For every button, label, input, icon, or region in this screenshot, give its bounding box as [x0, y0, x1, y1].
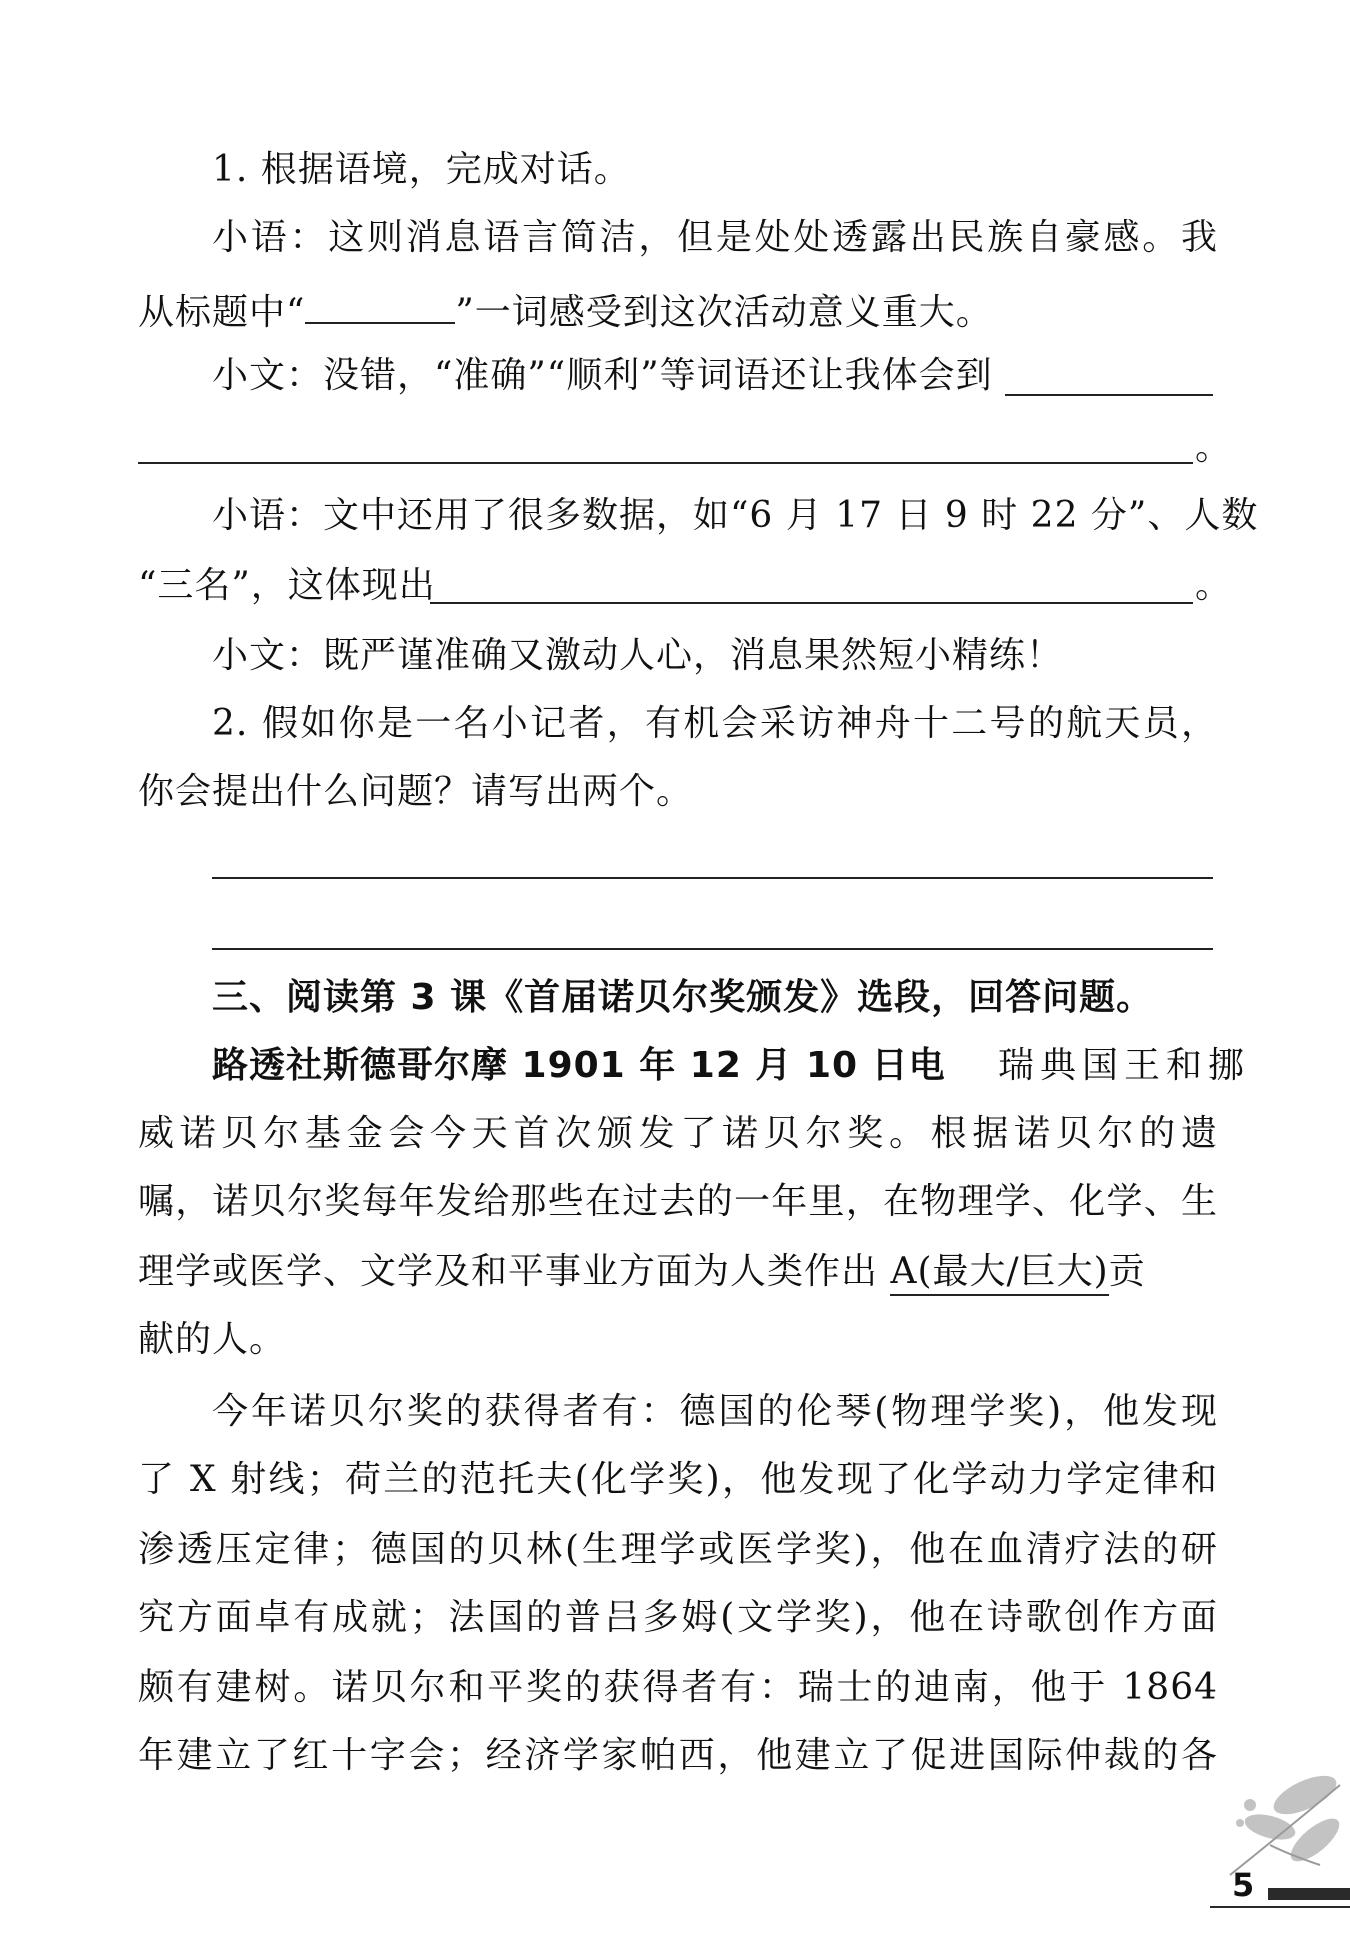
question-answer-blank-2[interactable] [212, 946, 1213, 950]
p1-line4-post: 贡 [1108, 1251, 1146, 1292]
q1-line6-end: 。 [1195, 565, 1233, 606]
feel-blank-part1[interactable] [1005, 392, 1213, 396]
section3-p2-line3: 渗透压定律；德国的贝林(生理学或医学奖)，他在血清疗法的研 [138, 1529, 1218, 1570]
embody-blank[interactable] [430, 600, 1193, 604]
q1-line7: 小文：既严谨准确又激动人心，消息果然短小精练！ [212, 635, 1064, 676]
section3-heading: 三、阅读第 3 课《首届诺贝尔奖颁发》选段，回答问题。 [212, 977, 1154, 1018]
q2-line1: 2. 假如你是一名小记者，有机会采访神舟十二号的航天员， [212, 703, 1218, 744]
page-number-bar [1268, 1888, 1350, 1900]
q1-line2-pre: 从标题中“ [138, 292, 306, 333]
q2-line2: 你会提出什么问题？请写出两个。 [138, 771, 694, 812]
leaf-decoration-icon [1210, 1765, 1350, 1885]
section3-p1-line4 [138, 1250, 1218, 1294]
section3-p2-line5: 颇有建树。诺贝尔和平奖的获得者有：瑞士的迪南，他于 1864 [138, 1667, 1218, 1708]
q1-title: 1. 根据语境，完成对话。 [212, 149, 631, 190]
section3-p2-line6: 年建立了红十字会；经济学家帕西，他建立了促进国际仲裁的各 [138, 1735, 1218, 1776]
question-answer-blank-1[interactable] [212, 875, 1213, 879]
q1-line1: 小语：这则消息语言简洁，但是处处透露出民族自豪感。我 [212, 217, 1218, 258]
page-number-rule [1210, 1906, 1350, 1908]
p1-line4-pre: 理学或医学、文学及和平事业方面为人类作出 [138, 1251, 891, 1292]
word-choice-a: A(最大/巨大) [890, 1251, 1108, 1296]
section3-p1-line2: 威诺贝尔基金会今天首次颁发了诺贝尔奖。根据诺贝尔的遗 [138, 1113, 1218, 1154]
q1-line2 [138, 286, 1218, 335]
section3-p2-line4: 究方面卓有成就；法国的普吕多姆(文学奖)，他在诗歌创作方面 [138, 1597, 1218, 1638]
feel-blank-part2[interactable] [138, 460, 1193, 464]
dateline: 路透社斯德哥尔摩 1901 年 12 月 10 日电 [212, 1045, 946, 1086]
q1-line3-text: 小文：没错，“准确”“顺利”等词语还让我体会到 [212, 355, 993, 396]
section3-p1-line5: 献的人。 [138, 1319, 287, 1360]
p1-line1-rest: 瑞典国王和挪 [998, 1045, 1251, 1086]
q1-line2-post: ”一词感受到这次活动意义重大。 [455, 292, 993, 333]
section3-p2-line2: 了 X 射线；荷兰的范托夫(化学奖)，他发现了化学动力学定律和 [138, 1459, 1218, 1500]
section3-p1-line3: 嘱，诺贝尔奖每年发给那些在过去的一年里，在物理学、化学、生 [138, 1181, 1218, 1222]
title-word-blank[interactable] [305, 286, 455, 324]
section3-p2-line1: 今年诺贝尔奖的获得者有：德国的伦琴(物理学奖)，他发现 [212, 1391, 1218, 1432]
page-number: 5 [1232, 1866, 1255, 1904]
q1-line4-end: 。 [1195, 427, 1233, 468]
q1-line6-pre: “三名”，这体现出 [138, 565, 436, 606]
q1-line5: 小语：文中还用了很多数据，如“6 月 17 日 9 时 22 分”、人数 [212, 495, 1259, 536]
section3-p1-line1 [212, 1044, 1251, 1088]
